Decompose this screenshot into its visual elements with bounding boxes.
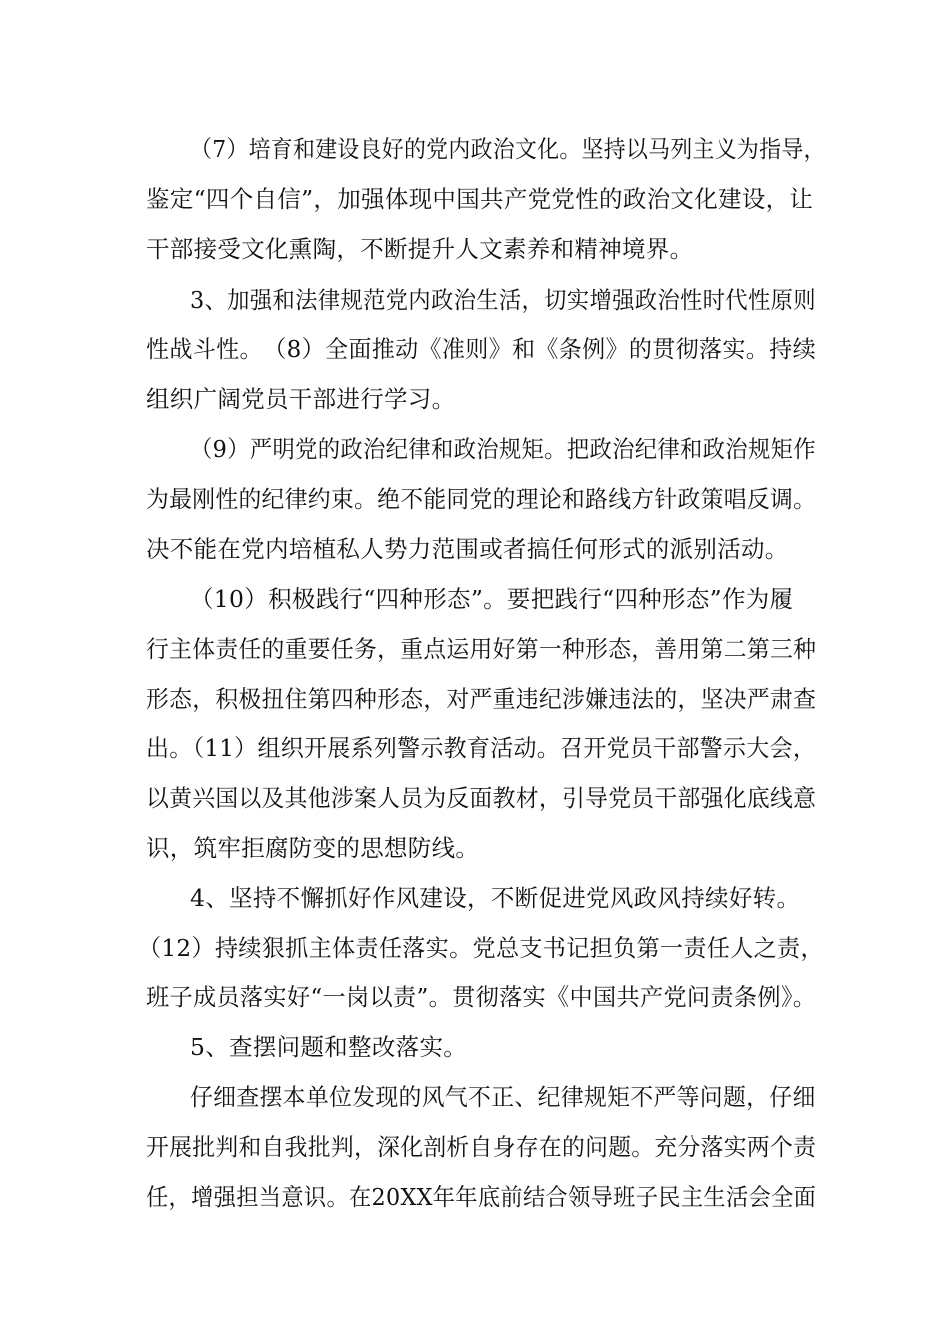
text-line: 5、查摆问题和整改落实。	[190, 1033, 468, 1061]
text-line: 性战斗性。 （8）全面推动《准则》和《条例》的贯彻落实。持续	[146, 335, 816, 363]
text-line: 出。（11）组织开展系列警示教育活动。召开党员干部警示大会，	[146, 734, 816, 762]
text-line: 决不能在党内培植私人势力范围或者搞任何形式的派别活动。	[146, 535, 789, 563]
text-line: （9）严明党的政治纪律和政治规矩。把政治纪律和政治规矩作	[190, 435, 816, 463]
text-line: 形态，积极扭住第四种形态，对严重违纪涉嫌违法的，坚决严肃查	[146, 685, 816, 713]
text-line: 行主体责任的重要任务，重点运用好第一种形态，善用第二第三种	[146, 635, 816, 663]
text-line: 仔细查摆本单位发现的风气不正、纪律规矩不严等问题，仔细	[190, 1083, 816, 1111]
text-line: 以黄兴国以及其他涉案人员为反面教材，引导党员干部强化底线意	[146, 784, 816, 812]
text-line: 鉴定“四个自信”，加强体现中国共产党党性的政治文化建设，让	[146, 185, 814, 213]
text-line: 开展批判和自我批判，深化剖析自身存在的问题。充分落实两个责	[146, 1133, 816, 1161]
text-line: 班子成员落实好“一岗以责”。贯彻落实《中国共产党问责条例》。	[146, 983, 816, 1011]
text-line: （10）积极践行“四种形态”。要把践行“四种形态”作为履	[190, 585, 794, 613]
text-line: 识，筑牢拒腐防变的思想防线。	[146, 834, 480, 862]
text-line: 组织广阔党员干部进行学习。	[146, 385, 456, 413]
text-line: （12）持续狠抓主体责任落实。党总支书记担负第一责任人之责，	[138, 934, 824, 962]
text-line: 为最刚性的纪律约束。绝不能同党的理论和路线方针政策唱反调。	[146, 485, 816, 513]
text-line: 干部接受文化熏陶，不断提升人文素养和精神境界。	[146, 235, 694, 263]
text-line: 4、坚持不懈抓好作风建设，不断促进党风政风持续好转。	[190, 884, 801, 912]
text-line: 3、加强和法律规范党内政治生活，切实增强政治性时代性原则	[190, 286, 816, 314]
text-line: 任，增强担当意识。在20XX年年底前结合领导班子民主生活会全面	[146, 1183, 817, 1211]
text-line: （7）培育和建设良好的党内政治文化。坚持以马列主义为指导，	[190, 135, 826, 163]
